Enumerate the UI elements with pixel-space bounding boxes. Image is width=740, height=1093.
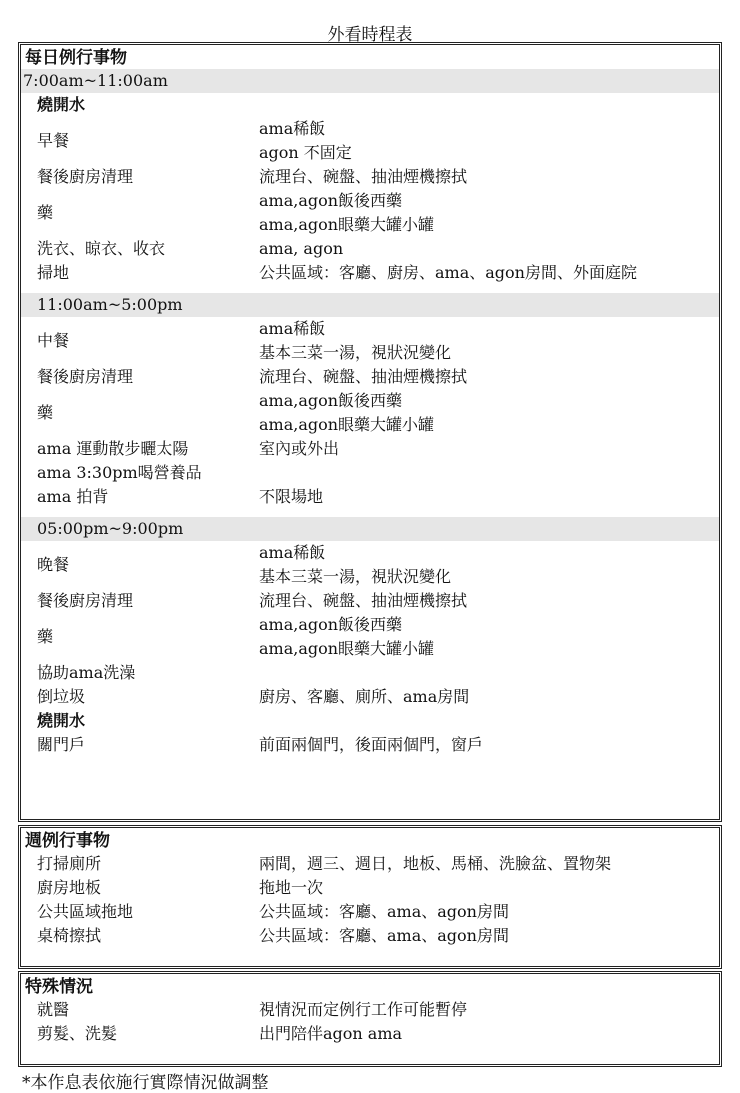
schedule-row xyxy=(21,189,719,237)
task-details xyxy=(259,876,719,900)
task-details xyxy=(259,661,719,685)
period-spacer xyxy=(21,509,719,517)
task-label: ama 3:30pm喝營養品 xyxy=(37,463,202,482)
task-label: 掃地 xyxy=(37,263,70,282)
task-label: 關門戶 xyxy=(37,735,86,754)
detail-line: 廚房、客廳、廁所、ama房間 xyxy=(259,687,470,706)
task-label: 洗衣、晾衣、收衣 xyxy=(37,239,166,258)
task-label: 桌椅擦拭 xyxy=(37,926,102,945)
detail-line: 公共區域：客廳、廚房、ama、agon房間、外面庭院 xyxy=(259,263,637,282)
task-label: 藥 xyxy=(37,203,54,222)
schedule-row xyxy=(21,852,719,876)
section-heading: 每日例行事物 xyxy=(25,48,127,68)
task-details xyxy=(259,117,719,165)
schedule-row xyxy=(21,900,719,924)
schedule-row xyxy=(21,733,719,757)
schedule-row xyxy=(21,317,719,365)
detail-line: 基本三菜一湯，視狀況變化 xyxy=(259,567,452,586)
special-cases-section xyxy=(18,971,722,1067)
task-details xyxy=(259,93,719,117)
detail-line: 室內或外出 xyxy=(259,439,340,458)
time-period-band: 7:00am~11:00am xyxy=(21,69,719,93)
detail-line: 出門陪伴agon ama xyxy=(259,1024,403,1043)
schedule-row xyxy=(21,93,719,117)
task-label: ama 拍背 xyxy=(37,487,109,506)
task-label: 打掃廁所 xyxy=(37,854,102,873)
task-label: 就醫 xyxy=(37,1000,70,1019)
schedule-row xyxy=(21,165,719,189)
detail-line: ama稀飯 xyxy=(259,119,326,138)
weekly-routine-section xyxy=(18,825,722,969)
task-label: 協助ama洗澡 xyxy=(37,663,136,682)
special-rows xyxy=(21,998,719,1046)
detail-line: ama,agon眼藥大罐小罐 xyxy=(259,639,435,658)
task-details xyxy=(259,461,719,485)
detail-line: 流理台、碗盤、抽油煙機擦拭 xyxy=(259,367,468,386)
task-label: 燒開水 xyxy=(37,711,86,730)
detail-line: ama,agon飯後西藥 xyxy=(259,191,403,210)
task-details xyxy=(259,541,719,589)
period-spacer xyxy=(21,285,719,293)
task-details xyxy=(259,437,719,461)
detail-line: 視情況而定例行工作可能暫停 xyxy=(259,1000,468,1019)
schedule-row xyxy=(21,485,719,509)
footnote: *本作息表依施行實際情況做調整 xyxy=(22,1073,269,1093)
time-period-band: 05:00pm~9:00pm xyxy=(21,517,719,541)
task-details xyxy=(259,900,719,924)
task-label: 餐後廚房清理 xyxy=(37,367,134,386)
schedule-row xyxy=(21,998,719,1022)
task-details xyxy=(259,237,719,261)
task-label: 剪髮、洗髮 xyxy=(37,1024,118,1043)
task-details xyxy=(259,389,719,437)
task-details xyxy=(259,998,719,1022)
schedule-row xyxy=(21,1022,719,1046)
task-label: 中餐 xyxy=(37,331,70,350)
task-details xyxy=(259,189,719,237)
task-label: 廚房地板 xyxy=(37,878,102,897)
task-label: ama 運動散步曬太陽 xyxy=(37,439,189,458)
task-details xyxy=(259,589,719,613)
task-label: 藥 xyxy=(37,403,54,422)
detail-line: 不限場地 xyxy=(259,487,324,506)
schedule-row xyxy=(21,589,719,613)
detail-line: 基本三菜一湯，視狀況變化 xyxy=(259,343,452,362)
task-details xyxy=(259,613,719,661)
schedule-row xyxy=(21,389,719,437)
detail-line: 公共區域：客廳、ama、agon房間 xyxy=(259,902,509,921)
task-details xyxy=(259,485,719,509)
schedule-row xyxy=(21,117,719,165)
detail-line: 拖地一次 xyxy=(259,878,324,897)
schedule-row xyxy=(21,461,719,485)
detail-line: ama, agon xyxy=(259,239,344,258)
section-heading: 特殊情況 xyxy=(25,977,93,997)
task-details xyxy=(259,1022,719,1046)
task-label: 餐後廚房清理 xyxy=(37,167,134,186)
detail-line: ama,agon眼藥大罐小罐 xyxy=(259,415,435,434)
detail-line: agon 不固定 xyxy=(259,143,352,162)
schedule-row xyxy=(21,709,719,733)
section-heading: 週例行事物 xyxy=(25,831,110,851)
schedule-row xyxy=(21,437,719,461)
task-label: 藥 xyxy=(37,627,54,646)
task-details xyxy=(259,733,719,757)
detail-line: 兩間，週三、週日，地板、馬桶、洗臉盆、置物架 xyxy=(259,854,612,873)
daily-routine-section xyxy=(18,42,722,822)
schedule-row xyxy=(21,613,719,661)
schedule-row xyxy=(21,924,719,948)
schedule-row xyxy=(21,237,719,261)
detail-line: ama,agon眼藥大罐小罐 xyxy=(259,215,435,234)
schedule-row xyxy=(21,685,719,709)
task-details xyxy=(259,852,719,876)
task-details xyxy=(259,924,719,948)
task-label: 餐後廚房清理 xyxy=(37,591,134,610)
schedule-row xyxy=(21,876,719,900)
detail-line: 公共區域：客廳、ama、agon房間 xyxy=(259,926,509,945)
detail-line: 流理台、碗盤、抽油煙機擦拭 xyxy=(259,591,468,610)
task-label: 燒開水 xyxy=(37,95,86,114)
schedule-row xyxy=(21,541,719,589)
weekly-rows xyxy=(21,852,719,948)
detail-line: 流理台、碗盤、抽油煙機擦拭 xyxy=(259,167,468,186)
task-details xyxy=(259,685,719,709)
schedule-row xyxy=(21,661,719,685)
task-label: 倒垃圾 xyxy=(37,687,86,706)
schedule-row xyxy=(21,261,719,285)
task-label: 公共區域拖地 xyxy=(37,902,134,921)
detail-line: ama,agon飯後西藥 xyxy=(259,391,403,410)
detail-line: ama稀飯 xyxy=(259,319,326,338)
task-label: 晚餐 xyxy=(37,555,70,574)
time-period-band: 11:00am~5:00pm xyxy=(21,293,719,317)
task-details xyxy=(259,261,719,285)
task-details xyxy=(259,317,719,365)
schedule-row xyxy=(21,365,719,389)
task-label: 早餐 xyxy=(37,131,70,150)
detail-line: ama,agon飯後西藥 xyxy=(259,615,403,634)
detail-line: ama稀飯 xyxy=(259,543,326,562)
task-details xyxy=(259,709,719,733)
detail-line: 前面兩個門，後面兩個門，窗戶 xyxy=(259,735,484,754)
daily-periods xyxy=(21,69,719,757)
task-details xyxy=(259,165,719,189)
task-details xyxy=(259,365,719,389)
page-title: 外看時程表 xyxy=(327,25,413,45)
